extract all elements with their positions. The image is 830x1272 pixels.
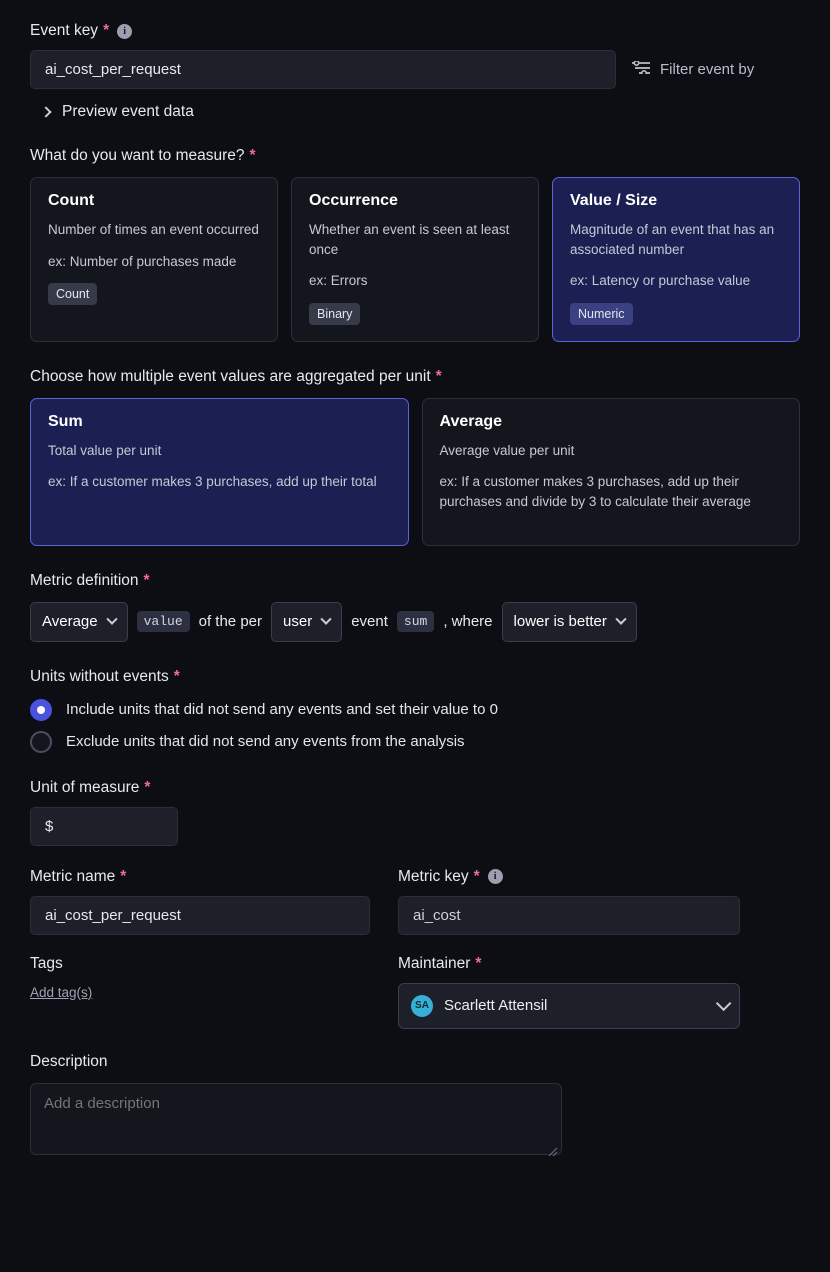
required-asterisk: * (103, 22, 110, 39)
aggregation-label-text: Choose how multiple event values are aggregated per unit (30, 367, 431, 385)
aggregation-label (30, 368, 800, 386)
maintainer-select[interactable] (398, 983, 740, 1029)
chevron-down-icon (716, 996, 732, 1012)
metric-key-input[interactable] (398, 896, 740, 935)
description-label-text: Description (30, 1052, 108, 1070)
card-title: Occurrence (309, 192, 398, 209)
card-title: Value / Size (570, 192, 658, 209)
metric-key-group (398, 868, 740, 935)
measure-label-text: What do you want to measure? (30, 147, 245, 164)
radio-include-units[interactable] (30, 699, 800, 721)
event-key-row (30, 40, 800, 89)
required-asterisk: * (435, 367, 442, 385)
metric-def-text-event: event (351, 613, 388, 631)
filter-event-by-button[interactable] (632, 61, 754, 78)
filter-event-by-label: Filter event by (660, 61, 755, 78)
tags-group (30, 955, 370, 1029)
event-key-label (30, 0, 800, 40)
maintainer-name: Scarlett Attensil (444, 997, 548, 1015)
metric-name-label (30, 868, 370, 886)
card-example: ex: Errors (309, 273, 368, 289)
measure-label (30, 147, 800, 165)
metric-definition-label-text: Metric definition (30, 571, 139, 589)
direction-select-value: lower is better (513, 613, 607, 631)
metric-definition-row (30, 602, 800, 642)
metric-name-label-text: Metric name (30, 867, 116, 885)
chevron-down-icon (615, 613, 626, 624)
card-description: Total value per unit (48, 442, 162, 458)
event-key-label-text: Event key (30, 22, 99, 39)
measure-option-count[interactable] (30, 177, 278, 342)
radio-include-units-label: Include units that did not send any events and set their value to 0 (66, 701, 498, 719)
radio-exclude-units[interactable] (30, 731, 800, 753)
metric-name-group (30, 868, 370, 935)
required-asterisk: * (475, 954, 482, 972)
required-asterisk: * (173, 667, 180, 685)
description-label (30, 1053, 800, 1071)
required-asterisk: * (249, 147, 256, 164)
maintainer-label (398, 955, 740, 973)
tags-label-text: Tags (30, 954, 63, 972)
aggregation-select[interactable] (30, 602, 128, 642)
aggregation-select-value: Average (42, 613, 98, 631)
metric-name-input[interactable] (30, 896, 370, 935)
measure-option-occurrence[interactable] (291, 177, 539, 342)
metric-definition-label (30, 572, 800, 590)
filter-icon (632, 61, 650, 78)
card-title: Sum (48, 412, 83, 430)
card-title: Average (439, 412, 503, 430)
metric-def-text-where: , where (443, 613, 493, 631)
description-textarea[interactable] (30, 1083, 562, 1155)
preview-event-data-toggle[interactable] (30, 103, 800, 121)
tags-label (30, 955, 370, 973)
maintainer-label-text: Maintainer (398, 954, 471, 972)
avatar: SA (411, 995, 433, 1017)
unit-select[interactable] (271, 602, 342, 642)
units-without-events-label (30, 668, 800, 686)
required-asterisk: * (120, 867, 127, 885)
unit-select-value: user (283, 613, 313, 631)
card-description: Average value per unit (439, 442, 575, 458)
card-example: ex: If a customer makes 3 purchases, add up their purchases and divide by 3 to calculate their average (439, 474, 751, 509)
required-asterisk: * (473, 867, 480, 885)
card-badge: Numeric (570, 303, 633, 325)
card-description: Whether an event is seen at least once (309, 222, 510, 257)
card-badge: Count (48, 283, 97, 305)
unit-of-measure-label (30, 779, 800, 797)
measure-option-value-size[interactable] (552, 177, 800, 342)
preview-event-data-label: Preview event data (62, 103, 194, 120)
card-title: Count (48, 192, 95, 209)
required-asterisk: * (143, 571, 150, 589)
unit-of-measure-label-text: Unit of measure (30, 778, 140, 796)
card-example: ex: Latency or purchase value (570, 273, 751, 289)
card-description: Number of times an event occurred (48, 222, 259, 237)
units-without-events-label-text: Units without events (30, 667, 169, 685)
radio-exclude-units-label: Exclude units that did not send any events from the analysis (66, 733, 465, 751)
unit-of-measure-input[interactable] (30, 807, 178, 846)
card-example: ex: Number of purchases made (48, 253, 237, 269)
metric-key-label (398, 868, 740, 886)
add-tags-link[interactable]: Add tag(s) (30, 984, 93, 1000)
aggregation-options (30, 398, 800, 546)
metric-def-text-of-the-per: of the per (198, 613, 263, 631)
name-key-row (30, 868, 800, 935)
radio-icon-selected[interactable] (30, 699, 52, 721)
maintainer-group (398, 955, 740, 1029)
chevron-right-icon (40, 106, 51, 117)
card-description: Magnitude of an event that has an associated number (570, 222, 775, 257)
card-badge: Binary (309, 303, 360, 325)
aggregation-option-sum[interactable] (30, 398, 409, 546)
radio-icon-unselected[interactable] (30, 731, 52, 753)
value-chip: value (137, 611, 190, 632)
chevron-down-icon (106, 613, 117, 624)
measure-options (30, 177, 800, 342)
sum-chip: sum (397, 611, 434, 632)
info-icon[interactable]: i (488, 869, 503, 884)
required-asterisk: * (144, 778, 151, 796)
chevron-down-icon (321, 613, 332, 624)
metric-key-label-text: Metric key (398, 867, 469, 885)
event-key-input[interactable] (30, 50, 616, 89)
card-example: ex: If a customer makes 3 purchases, add up their total (48, 474, 377, 490)
info-icon[interactable]: i (117, 24, 132, 39)
aggregation-option-average[interactable] (422, 398, 801, 546)
direction-select[interactable] (502, 602, 637, 642)
tags-maintainer-row (30, 955, 800, 1029)
